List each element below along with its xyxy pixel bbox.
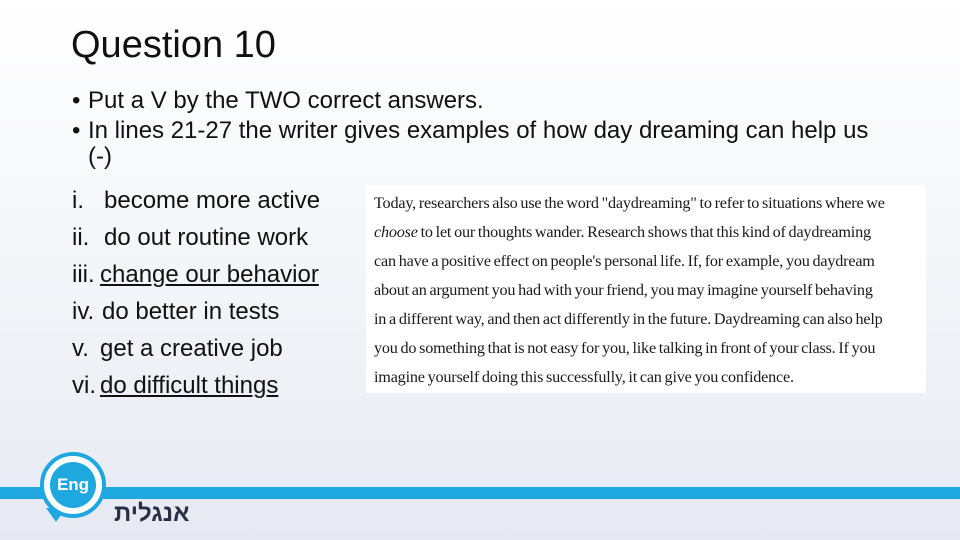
option-text: get a creative job: [100, 335, 283, 362]
option-number: vi.: [72, 372, 96, 399]
answer-option-vi[interactable]: [72, 369, 320, 406]
option-text: do difficult things: [100, 372, 279, 399]
bullet-marker: •: [72, 87, 81, 114]
instructions: [72, 86, 892, 170]
option-number: iii.: [72, 261, 95, 288]
passage-line: [374, 334, 926, 363]
option-number: v.: [72, 335, 89, 362]
passage-text: to let our thoughts wander. Research shows that this kind of daydreaming: [417, 223, 871, 241]
answer-option-iii[interactable]: [72, 258, 320, 295]
passage-line: [374, 189, 926, 218]
passage-line: [374, 218, 926, 247]
footer-bar: [0, 487, 960, 499]
option-text: do out routine work: [104, 224, 309, 251]
passage-text: imagine yourself doing this successfully, it can give you confidence.: [374, 368, 794, 386]
option-text: change our behavior: [100, 261, 319, 288]
passage-text: Today, researchers also use the word "daydreaming" to refer to situations where we: [374, 194, 885, 212]
eng-logo-icon: [40, 452, 106, 518]
option-number: iv.: [72, 298, 95, 325]
answer-options: [72, 184, 320, 406]
logo-text: Eng: [50, 462, 96, 508]
passage-text: in a different way, and then act differently in the future. Daydreaming can also help: [374, 310, 883, 328]
passage-line: [374, 305, 926, 334]
answer-option-v[interactable]: [72, 332, 320, 369]
passage-emphasis: choose: [374, 223, 418, 241]
scanned-passage: [366, 185, 926, 393]
passage-line: [374, 247, 926, 276]
bullet-marker: •: [72, 117, 81, 144]
slide-title: Question 10: [71, 24, 276, 66]
passage-text: you do something that is not easy for you, like talking in front of your class. If you: [374, 339, 876, 357]
answer-option-ii[interactable]: [72, 221, 320, 258]
option-number: ii.: [72, 224, 90, 251]
instruction-bullet: [72, 116, 892, 170]
passage-text: can have a positive effect on people's personal life. If, for example, you daydream: [374, 252, 875, 270]
passage-line: [374, 276, 926, 305]
option-text: do better in tests: [102, 298, 280, 325]
option-number: i.: [72, 187, 84, 214]
instruction-text: In lines 21-27 the writer gives examples of how day dreaming can help us (-): [88, 117, 869, 170]
passage-line: [374, 363, 926, 392]
answer-option-i[interactable]: [72, 184, 320, 221]
subject-label: אנגלית: [114, 500, 190, 527]
option-text: become more active: [104, 187, 321, 214]
instruction-bullet: [72, 86, 892, 116]
instruction-text: Put a V by the TWO correct answers.: [88, 87, 484, 114]
passage-text: about an argument you had with your friend, you may imagine yourself behaving: [374, 281, 873, 299]
answer-option-iv[interactable]: [72, 295, 320, 332]
